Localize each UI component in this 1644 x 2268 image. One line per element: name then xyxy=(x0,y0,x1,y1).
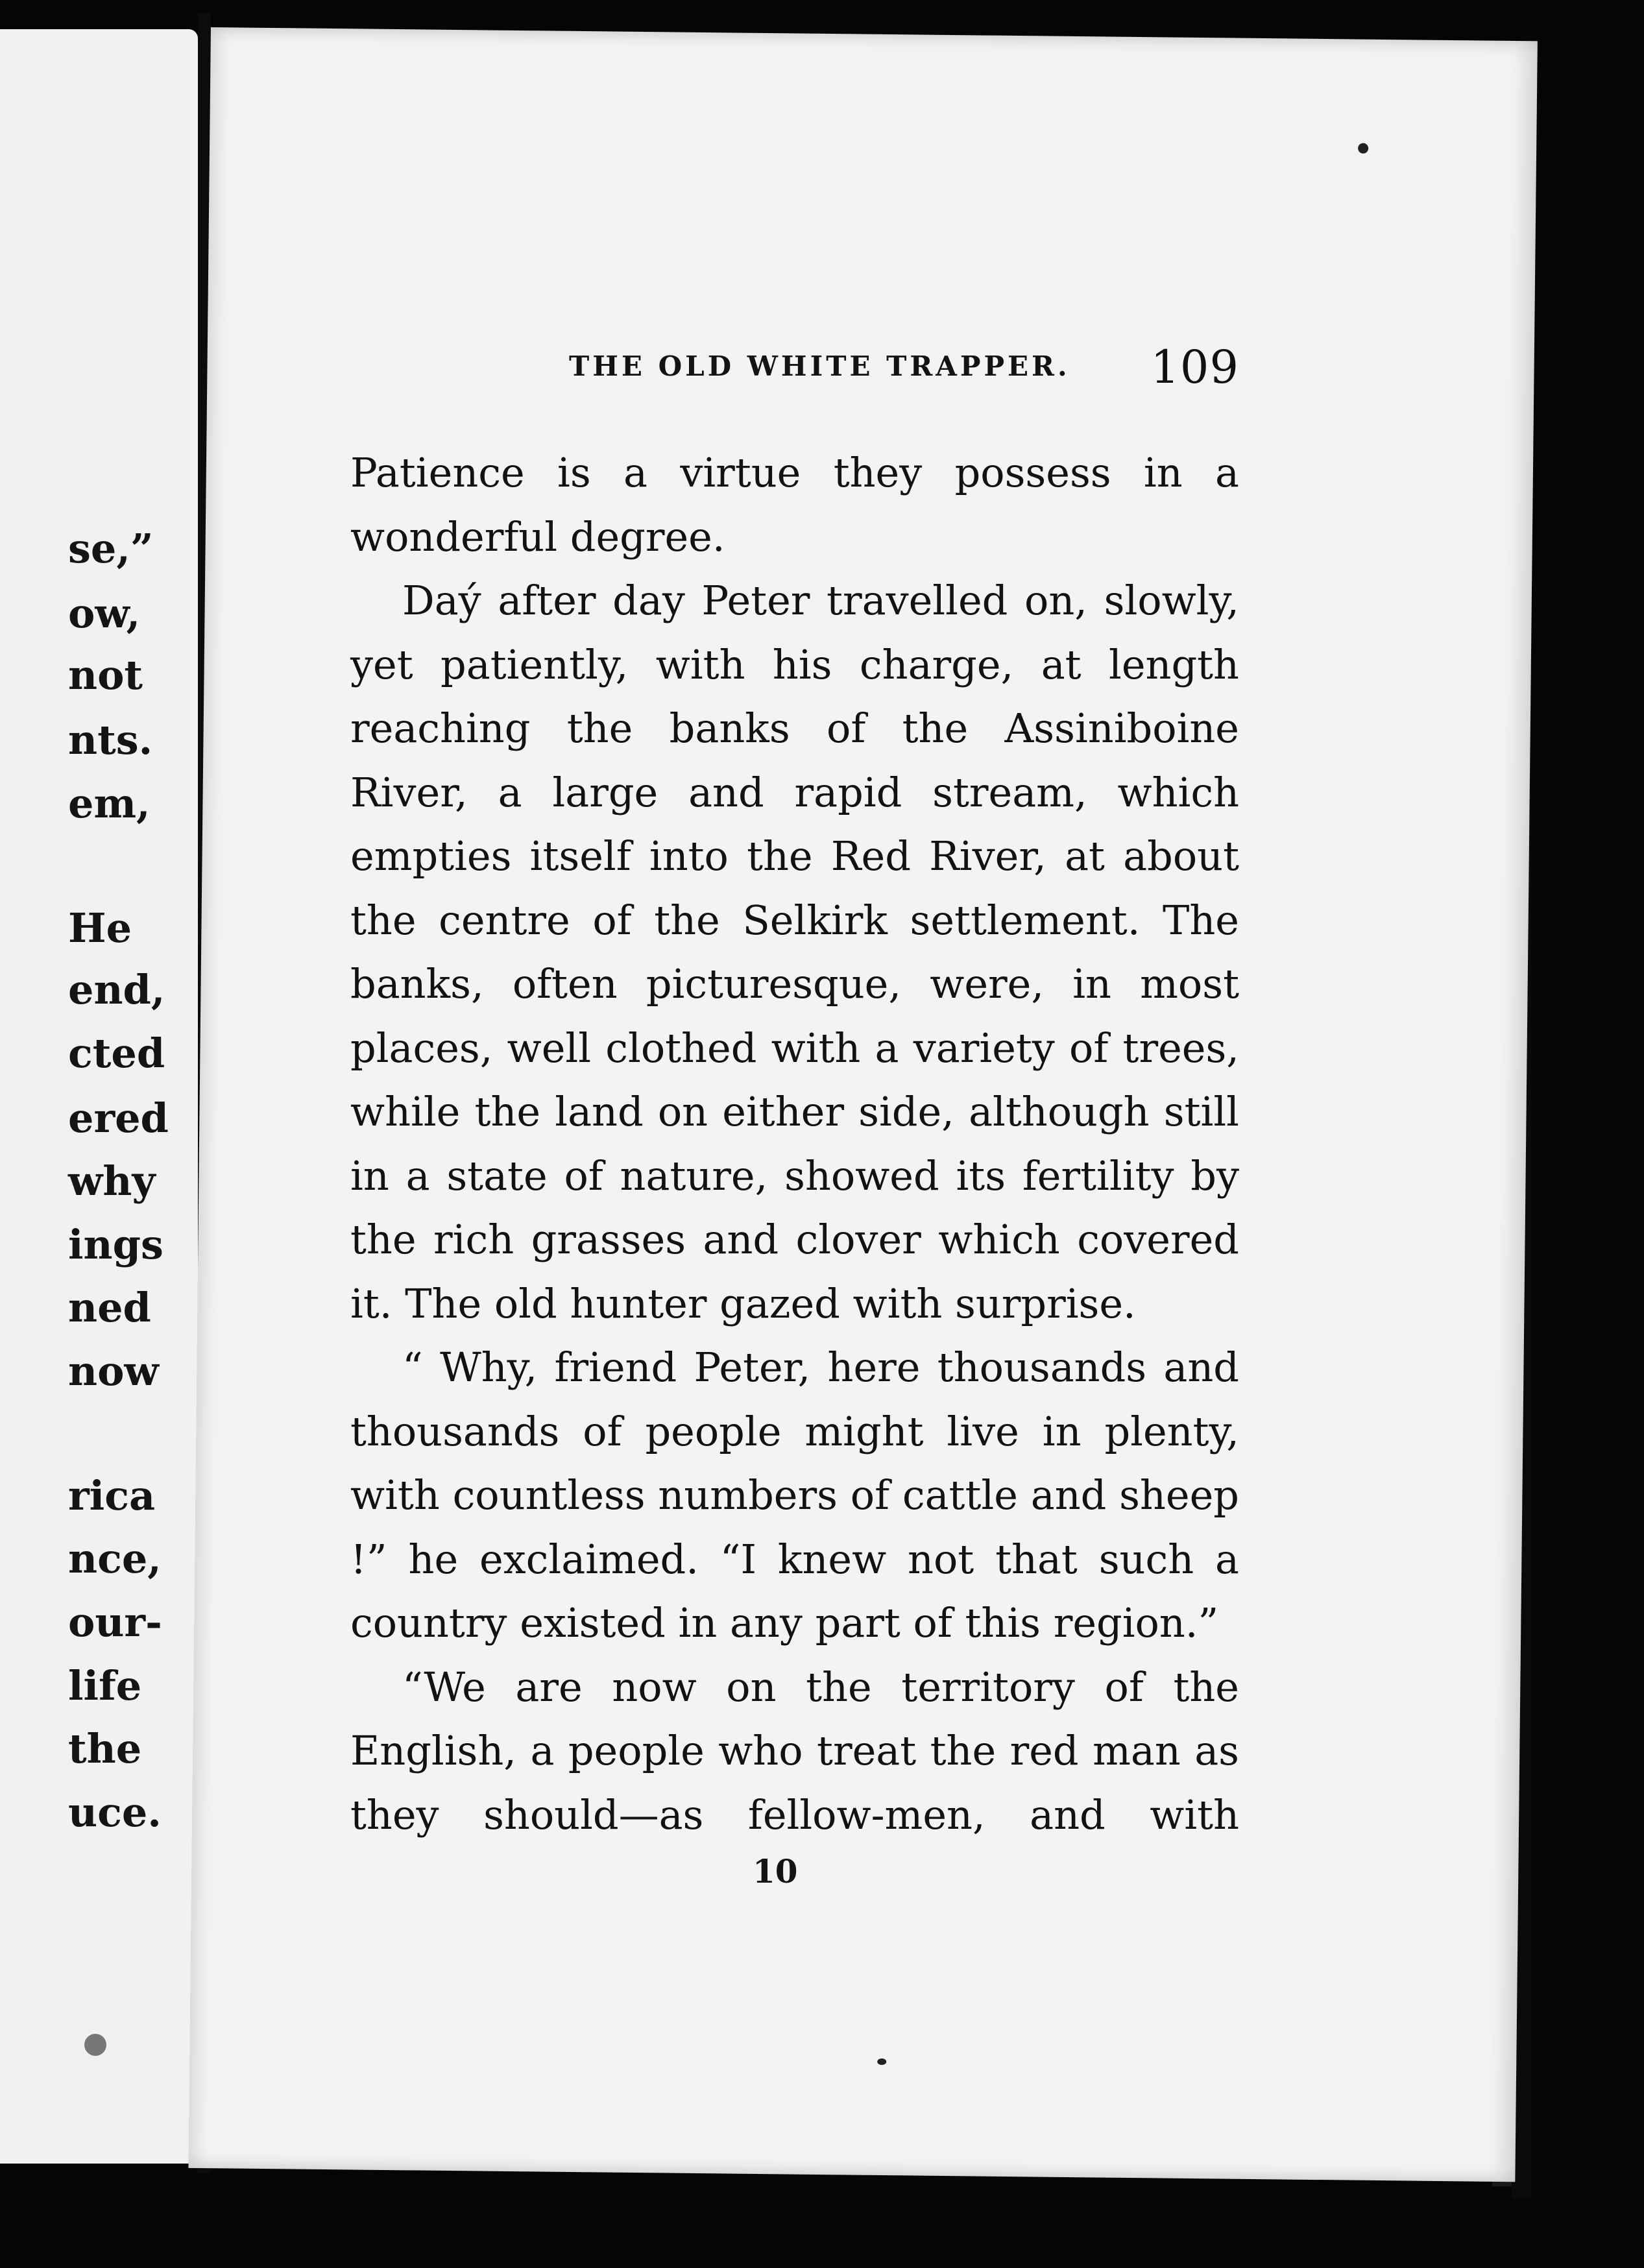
prev-line: why xyxy=(68,1157,156,1205)
paragraph: Daý after day Peter travelled on, slowly, yet patiently, with his charge, at length reaching the banks of the Assiniboine River, a large and rapid stream, which empties itself into the Red River, at about the centre of the Selkirk settlement. The banks, often picturesque, were, in most places, well clothed with a variety of trees, while the land on either side, although still in a state of nature, showed its fertility by the rich grasses and clover which covered it. The old hunter gazed with surprise. xyxy=(350,577,1239,1327)
prev-line: em, xyxy=(68,780,151,827)
prev-line: nts. xyxy=(68,716,153,764)
prev-line: cted xyxy=(68,1030,165,1077)
prev-line: life xyxy=(68,1662,142,1709)
prev-line: end, xyxy=(68,966,165,1013)
prev-line: se,” xyxy=(68,525,154,572)
prev-line: uce. xyxy=(68,1789,162,1836)
prev-line: ow, xyxy=(68,590,141,637)
paragraph: “ Why, friend Peter, here thousands and thousands of people might live in plenty, with countless numbers of cattle and sheep !” he exclaimed. “I knew not that such a country existed in any part of this region.” xyxy=(350,1344,1239,1647)
prev-line: ned xyxy=(68,1284,151,1331)
paragraph: Patience is a virtue they possess in a wonderful degree. xyxy=(350,449,1239,561)
prev-line: our- xyxy=(68,1598,162,1646)
prev-line: rica xyxy=(68,1472,156,1519)
previous-page xyxy=(0,29,198,2164)
paper-speck xyxy=(877,2058,886,2065)
body-text xyxy=(350,441,1239,1847)
prev-line: ings xyxy=(68,1221,163,1268)
prev-line: not xyxy=(68,651,143,699)
running-head xyxy=(360,324,1252,396)
prev-line: He xyxy=(68,904,132,952)
paper-speck xyxy=(84,2034,106,2056)
prev-line: the xyxy=(68,1725,142,1772)
signature-mark: 10 xyxy=(753,1852,798,1890)
prev-line: ered xyxy=(68,1094,169,1142)
page-number: 109 xyxy=(1150,341,1239,394)
running-title: THE OLD WHITE TRAPPER. xyxy=(569,350,1070,382)
prev-line: now xyxy=(68,1347,159,1395)
prev-line: nce, xyxy=(68,1535,162,1582)
paragraph: “We are now on the territory of the English, a people who treat the red man as they should—as fellow-men, and with xyxy=(350,1663,1239,1839)
paper-speck xyxy=(1358,143,1368,154)
